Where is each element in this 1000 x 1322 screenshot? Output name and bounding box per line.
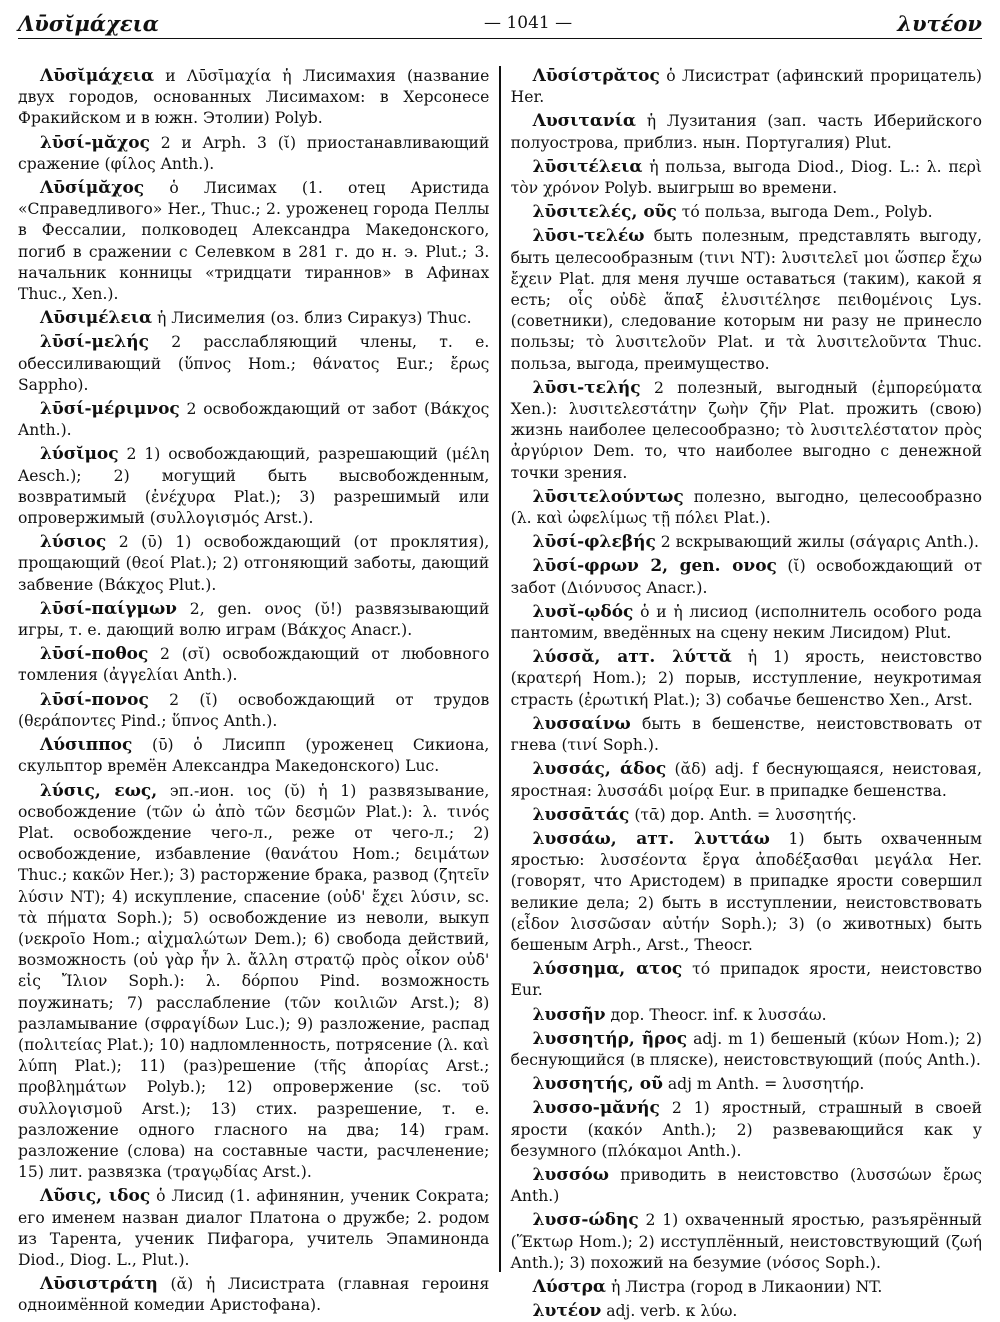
entry-headword: λυσσόω	[532, 1164, 609, 1185]
dictionary-entry	[511, 1210, 982, 1274]
dictionary-entry	[511, 829, 982, 956]
dictionary-columns	[18, 66, 982, 1322]
entry-definition: 2 освобождающий от забот (Βάκχος Anth.).	[18, 400, 490, 440]
dictionary-entry	[511, 759, 982, 801]
entry-definition: 2 1) охваченный яростью, разъярённый (Ἕκτωρ Hom.); 2) исступлённый, неистовствующий (ζωή Anth.); 3) похожий на безумие (νόσος Soph.).	[510, 1211, 982, 1272]
entry-headword: Λύσιππος	[40, 735, 133, 756]
entry-definition: и Λῡσῑμαχία ἡ Лисимахия (название двух городов, основанных Лисимахом: в Херсонесе Фракийском и в южн. Этолии) Polyb.	[18, 67, 490, 128]
entry-definition: adj m Anth. = λυσσητήρ.	[662, 1075, 865, 1094]
entry-definition: ἡ 1) ярость, неистовство (κρατερή Hom.); 2) порыв, исступление, неукротимая страсть (ἐρωτική Plat.); 3) собачье бешенство Xen., Arst.	[510, 648, 982, 709]
entry-definition: быть полезным, представлять выгоду, быть целесообразным (τινι NT): λυσιτελεῖ μοι ὥσπερ ἔχω ἔχειν Plat. для меня лучше оставаться (таким), какой я есть; οἷς οὐδὲ ἅπαξ ἐλυσιτέλησε πειθομένοις Lys. (советники), следование которым ни разу не принесло пользы; τὸ λυσιτελοῦν Plat. и τὰ λυσιτελοῦντα Thuc. польза, выгода, преимущество.	[510, 227, 982, 373]
entry-definition: ἡ Лисимелия (оз. близ Сиракуз) Thuc.	[152, 309, 472, 328]
entry-definition: 2 полезный, выгодный (ἐμπορεύματα Xen.): λυσιτελεστάτην ζωὴν ζῆν Plat. прожить (свою) жизнь наиболее целесообразно; τὸ λυσιτελέστατον πρὸς ἀργύριον Dem. то, что наиболее выгодно с денежной точки зрения.	[510, 378, 982, 482]
dictionary-entry	[511, 111, 982, 153]
entry-headword: λυσσ-ώδης	[532, 1210, 639, 1231]
entry-definition: 2 вскрывающий жилы (σάγαρις Anth.).	[655, 533, 979, 552]
dictionary-entry	[18, 1274, 489, 1316]
entry-definition: ὁ Лисид (1. афинянин, ученик Сократа; его именем назван диалог Платона о дружбе; 2. родом из Тарента, ученик Пифагора, учитель Эпаминонда Diod., Diog. L., Plut.).	[18, 1187, 490, 1269]
dictionary-entry	[511, 805, 982, 826]
entry-definition: (ῐ) освобождающий от забот (Διόνυσος Anacr.).	[510, 557, 982, 597]
dictionary-entry	[511, 959, 982, 1001]
entry-headword: λῡσι-τελέω	[532, 226, 645, 247]
entry-definition: ἡ Лузитания (зап. часть Иберийского полуострова, приблиз. нын. Португалия) Plut.	[510, 112, 982, 152]
dictionary-entry	[18, 690, 489, 732]
dictionary-entry	[511, 602, 982, 644]
dictionary-entry	[511, 1301, 982, 1322]
dictionary-entry	[511, 226, 982, 374]
entry-headword: λυσσητής, οῦ	[532, 1074, 663, 1095]
entry-headword: Λῡσίστρᾰτος	[532, 66, 660, 86]
dictionary-entry	[18, 133, 489, 175]
dictionary-entry	[18, 178, 489, 305]
entry-headword: λῡσί-φρων 2, gen. ονος	[532, 556, 777, 577]
entry-headword: λύσις, εως,	[40, 780, 158, 801]
dictionary-entry	[18, 399, 489, 441]
dictionary-entry	[18, 66, 489, 130]
entry-headword: Λῡσῐμάχεια	[40, 66, 155, 86]
page-header	[18, 8, 982, 39]
entry-definition: 2 1) яростный, страшный в своей ярости (κακόν Anth.); 2) развевающийся как у безумного (πλόκαμοι Anth.).	[510, 1099, 982, 1160]
entry-headword: λυσσάω, атт. λυττάω	[532, 828, 770, 849]
entry-headword: λυσῐ-ῳδός	[532, 601, 634, 622]
entry-definition: эп.-ион. ιος (ῠ) ἡ 1) развязывание, освобождение (τῶν ὠ ἀπὸ τῶν δεσμῶν Plat.): λ. τινός Plat. освобождение чего-л., реже от чего-л.; 2) освобождение, избавление (θανάτου Hom.; δειμάτων Thuc.; κακῶν Her.); 3) расторжение брака, развод (ζητεῖν λύσιν NT); 4) искупление, спасение (οὐδ' ἔχει λύσιν, sc. τὰ πήματα Soph.); 5) освобождение из неволи, выкуп (νεκροῖο Hom.; αἰχμαλώτων Dem.); 6) свобода действий, возможность (οὐ γὰρ ἦν λ. ἄλλη στρατῷ πρὸς οἶκον οὐδ' εἰς Ἴλιον Soph.): λ. δόρπου Pind. возможность поужинать; 7) расслабление (τῶν κοιλιῶν Arst.); 8) разламывание (σφραγίδων Luc.); 9) разложение, распад (πολιτείας Plat.); 10) надломленность, потрясение (λ. καὶ λύπη Plat.); 11) (раз)решение (τῆς ἀπορίας Arst.; προβλημάτων Polyb.); 12) опровержение (sc. τοῦ συλλογισμοῦ Arst.); 13) стих. разрешение, т. е. разложение одного гласного на два; 14) грам. разложение (слова) на составные части, расчленение; 15) лит. развязка (τραγῳδίας Arst.).	[18, 781, 490, 1182]
entry-headword: λυσσητήρ, ῆρος	[532, 1028, 688, 1049]
entry-headword: λῡσί-ποθος	[40, 644, 149, 665]
entry-definition: adj. m 1) бешеный (κύων Hom.); 2) беснующийся (в пляске), неистовствующий (πούς Anth.).	[510, 1029, 982, 1069]
right-column	[501, 66, 982, 1322]
dictionary-entry	[511, 1098, 982, 1162]
entry-definition: дор. Theocr. inf. к λυσσάω.	[605, 1005, 827, 1024]
entry-headword: λύσιος	[40, 532, 107, 553]
entry-definition: ὁ и ἡ лисиод (исполнитель особого рода пантомим, введённых на сцену неким Лисидом) Plut.	[510, 602, 982, 643]
entry-definition: 2 и Arph. 3 (ῐ) приостанавливающий сражение (φίλος Anth.).	[18, 133, 490, 173]
running-head-right: λυτέον	[897, 10, 982, 36]
entry-definition: (τᾱ) дор. Anth. = λυσσητής.	[629, 805, 857, 824]
entry-definition: полезно, выгодно, целесообразно (λ. καὶ ὠφελίμως τῇ πόλει Plat.).	[510, 487, 982, 528]
dictionary-entry	[511, 1165, 982, 1207]
entry-headword: Λυσιτανία	[532, 111, 637, 132]
dictionary-entry	[18, 644, 489, 686]
dictionary-entry	[511, 487, 982, 529]
dictionary-entry	[511, 1029, 982, 1071]
dictionary-entry	[511, 202, 982, 223]
entry-headword: Λῡσίμᾰχος	[40, 178, 145, 199]
entry-definition: быть в бешенстве, неистовствовать от гнева (τινί Soph.).	[510, 714, 982, 755]
left-column	[18, 66, 499, 1315]
dictionary-entry	[18, 781, 489, 1184]
entry-definition: 1) быть охваченным яростью: λυσσέοντα ἔργα ἀποδέξασθαι μεγάλα Her. (говорят, что Аристодем) в припадке ярости совершил великие дела; 2) быть в исступлении, неистовствовать (εἶδον λισσῶσαν αὐτήν Soph.); 3) (о животных) быть бешеным Arph., Arst., Theocr.	[510, 829, 982, 954]
dictionary-entry	[18, 532, 489, 596]
entry-definition: (ᾰ) ἡ Лисистрата (главная героиня одноимённой комедии Аристофана).	[18, 1275, 490, 1315]
dictionary-entry	[18, 735, 489, 777]
entry-definition: ὁ Лисистрат (афинский прорицатель) Her.	[510, 67, 982, 107]
entry-headword: λῡσιτέλεια	[532, 156, 643, 177]
entry-headword: λῡσι-τελής	[532, 377, 641, 398]
entry-definition: ἡ польза, выгода Diod., Diog. L.: λ. περὶ τὸν χρόνον Polyb. выигрыш во времени.	[510, 157, 982, 198]
entry-definition: τό польза, выгода Dem., Polyb.	[676, 203, 933, 222]
entry-headword: λυσσο-μᾰνής	[532, 1098, 660, 1119]
entry-headword: λυσσᾱτάς	[532, 804, 630, 825]
dictionary-entry	[18, 599, 489, 641]
dictionary-entry	[18, 332, 489, 396]
dictionary-entry	[511, 532, 982, 553]
entry-definition: (ᾰδ) adj. f беснующаяся, неистовая, яростная: λυσσάδι μοίρᾳ Eur. в припадке бешенства.	[510, 760, 982, 800]
entry-headword: λῡσί-μέριμνος	[40, 399, 180, 420]
entry-definition: 2 (ῡ) 1) освобождающий (от проклятия), прощающий (θεοί Plat.); 2) отгоняющий заботы, дающий забвение (Βάκχος Plut.).	[18, 533, 490, 594]
entry-definition: 2 (ῐ) освобождающий от трудов (θεράποντες Pind.; ὕπνος Anth.).	[18, 690, 490, 730]
entry-headword: λυσσαίνω	[532, 713, 631, 734]
dictionary-entry	[511, 1074, 982, 1095]
entry-headword: λῡσί-παίγμων	[40, 598, 177, 619]
entry-definition: 2 (σῐ) освобождающий от любовного томления (ἀγγελίαι Anth.).	[18, 645, 490, 685]
entry-headword: λῡσιτελούντως	[532, 486, 684, 507]
dictionary-entry	[511, 66, 982, 108]
running-head-left: Λῡσῐμάχεια	[18, 10, 159, 36]
entry-definition: 2 расслабляющий члены, т. е. обессиливающий (ὕπνος Hom.; θάνατος Eur.; ἔρως Sappho).	[18, 333, 490, 394]
entry-definition: adj. verb. к λύω.	[601, 1302, 738, 1321]
entry-headword: Λῡσιμέλεια	[40, 308, 153, 329]
entry-definition: ὁ Лисимах (1. отец Аристида «Справедливого» Her., Thuc.; 2. уроженец города Пеллы в Фессалии, полководец Александра Македонского, погиб в сражении с Селевком в 281 г. до н. э. Plut.; 3. начальник конницы «тридцати тираннов» в Афинах Thuc., Xen.).	[18, 179, 490, 304]
entry-headword: λῡσί-φλεβής	[532, 532, 656, 553]
dictionary-entry	[511, 1005, 982, 1026]
dictionary-entry	[511, 157, 982, 199]
dictionary-entry	[18, 1186, 489, 1271]
dictionary-entry	[18, 444, 489, 529]
entry-headword: Λῦσις, ιδος	[40, 1186, 151, 1207]
entry-definition: τό припадок ярости, неистовство Eur.	[510, 960, 982, 1000]
entry-definition: 2 1) освобождающий, разрешающий (μέλη Aesch.); 2) могущий быть высвобожденным, возвратимый (ἐνέχυρα Plat.); 3) разрешимый или опровержимый (συλλογισμός Arst.).	[18, 445, 490, 528]
dictionary-entry	[18, 308, 489, 329]
entry-headword: Λῡσιστράτη	[40, 1274, 158, 1295]
dictionary-entry	[511, 378, 982, 484]
entry-definition: ἡ Листра (город в Ликаонии) NT.	[606, 1277, 883, 1296]
entry-headword: λῡσί-μελής	[40, 332, 149, 353]
entry-headword: λυσσάς, άδος	[532, 759, 667, 780]
dictionary-entry	[511, 647, 982, 711]
entry-definition: (ῡ) ὁ Лисипп (уроженец Сикиона, скульптор времён Александра Македонского) Luc.	[18, 736, 490, 776]
entry-headword: λυτέον	[532, 1301, 602, 1322]
entry-headword: λύσῐμος	[40, 444, 119, 465]
entry-headword: λῡσιτελές, οῦς	[532, 202, 677, 223]
entry-headword: λύσσᾰ, атт. λύττᾰ	[532, 647, 732, 668]
page-number: — 1041 —	[484, 13, 573, 33]
dictionary-entry	[511, 556, 982, 598]
entry-definition: приводить в неистовство (λυσσώων ἔρως Anth.)	[510, 1165, 982, 1206]
entry-headword: λύσσημα, ατος	[532, 959, 683, 980]
dictionary-entry	[511, 714, 982, 756]
entry-headword: λυσσῆν	[532, 1004, 606, 1025]
entry-headword: λῡσί-πονος	[40, 689, 149, 710]
dictionary-entry	[511, 1277, 982, 1298]
entry-headword: Λύστρα	[532, 1276, 606, 1297]
entry-headword: λῡσί-μᾰχος	[40, 132, 150, 153]
entry-definition: 2, gen. ονος (ῠ!) развязывающий игры, т. е. дающий волю играм (Βάκχος Anacr.).	[18, 599, 490, 640]
